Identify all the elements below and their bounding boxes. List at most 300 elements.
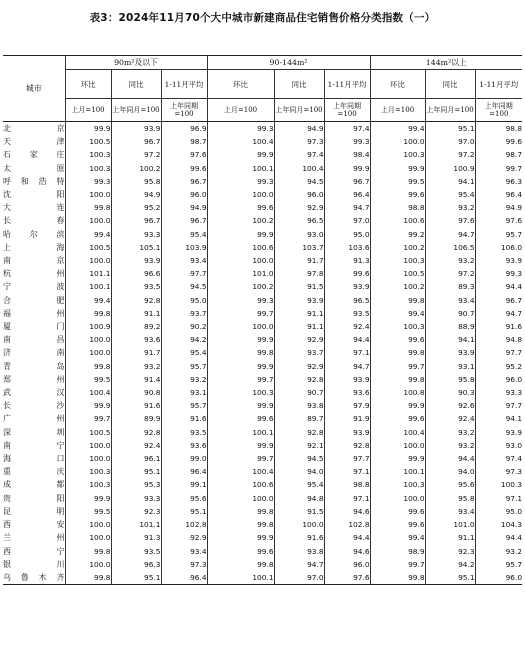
city-name: 福州: [3, 308, 65, 318]
index-value: 96.7: [111, 135, 161, 148]
index-value: 91.1: [274, 307, 324, 320]
index-value: 100.2: [111, 162, 161, 175]
index-value: 94.9: [274, 122, 324, 136]
index-value: 99.6: [324, 267, 370, 280]
index-value: 96.7: [161, 175, 207, 188]
index-value: 94.0: [274, 465, 324, 478]
index-value: 97.2: [111, 148, 161, 161]
index-value: 93.9: [324, 280, 370, 293]
index-value: 99.6: [207, 201, 274, 214]
city-name: 太原: [3, 163, 65, 173]
index-value: 99.9: [324, 162, 370, 175]
index-value: 91.1: [425, 531, 475, 544]
index-value: 99.7: [207, 307, 274, 320]
index-value: 91.4: [111, 373, 161, 386]
index-value: 97.3: [274, 135, 324, 148]
index-value: 99.8: [65, 360, 111, 373]
table-row: [3, 333, 522, 346]
index-value: 99.9: [207, 399, 274, 412]
table-row: [3, 122, 522, 136]
index-value: 100.8: [370, 386, 425, 399]
index-value: 94.1: [475, 412, 522, 425]
index-value: 100.0: [65, 558, 111, 571]
index-value: 94.7: [475, 307, 522, 320]
index-value: 100.4: [274, 162, 324, 175]
index-value: 100.0: [370, 439, 425, 452]
city-name: 厦门: [3, 322, 65, 332]
index-value: 99.9: [370, 162, 425, 175]
index-value: 98.8: [324, 478, 370, 491]
table-row: [3, 412, 522, 425]
index-value: 101.1: [65, 267, 111, 280]
header-base-prev-year-month: 上年同月=100: [425, 99, 475, 122]
index-value: 94.5: [274, 452, 324, 465]
index-value: 94.7: [324, 360, 370, 373]
index-value: 100.0: [65, 439, 111, 452]
index-value: 99.3: [207, 294, 274, 307]
index-value: 94.8: [475, 333, 522, 346]
index-value: 100.5: [65, 426, 111, 439]
index-value: 99.4: [65, 228, 111, 241]
index-value: 95.4: [161, 346, 207, 359]
index-value: 93.9: [274, 294, 324, 307]
index-value: 97.6: [324, 571, 370, 585]
index-value: 100.2: [207, 214, 274, 227]
index-value: 100.1: [65, 280, 111, 293]
table-row: [3, 439, 522, 452]
index-value: 96.4: [324, 188, 370, 201]
index-value: 99.7: [207, 373, 274, 386]
index-value: 96.5: [274, 214, 324, 227]
index-value: 92.8: [111, 426, 161, 439]
index-value: 99.9: [207, 439, 274, 452]
index-value: 92.3: [111, 505, 161, 518]
header-base-prev-year-period: 上年同期=100: [475, 99, 522, 122]
index-value: 96.7: [475, 294, 522, 307]
index-value: 99.8: [65, 307, 111, 320]
city-name: 大连: [3, 203, 65, 213]
city-name: 南宁: [3, 440, 65, 450]
city-name: 南昌: [3, 335, 65, 345]
index-value: 94.4: [475, 531, 522, 544]
index-value: 99.6: [370, 333, 425, 346]
index-value: 97.6: [425, 214, 475, 227]
index-value: 99.8: [370, 294, 425, 307]
index-value: 92.6: [425, 399, 475, 412]
index-value: 93.6: [111, 333, 161, 346]
index-value: 91.6: [475, 320, 522, 333]
index-value: 99.4: [370, 307, 425, 320]
index-value: 91.1: [274, 320, 324, 333]
index-value: 100.9: [425, 162, 475, 175]
index-value: 89.7: [274, 412, 324, 425]
index-value: 94.7: [324, 201, 370, 214]
index-value: 94.8: [274, 492, 324, 505]
index-value: 97.3: [161, 558, 207, 571]
city-name: 青岛: [3, 361, 65, 371]
index-value: 93.5: [111, 545, 161, 558]
index-value: 96.7: [161, 214, 207, 227]
city-name: 呼和浩特: [3, 176, 65, 186]
table-row: [3, 360, 522, 373]
table-row: [3, 545, 522, 558]
index-value: 92.8: [324, 439, 370, 452]
index-value: 99.8: [65, 201, 111, 214]
city-name: 昆明: [3, 506, 65, 516]
index-value: 100.0: [274, 518, 324, 531]
index-value: 93.3: [111, 492, 161, 505]
header-yoy: 同比: [425, 70, 475, 99]
index-value: 99.3: [324, 135, 370, 148]
index-value: 100.0: [207, 320, 274, 333]
index-value: 100.3: [65, 148, 111, 161]
index-value: 97.0: [425, 135, 475, 148]
index-value: 93.7: [274, 346, 324, 359]
table-row: [3, 531, 522, 544]
index-value: 94.5: [274, 175, 324, 188]
index-value: 94.9: [161, 201, 207, 214]
index-value: 100.1: [207, 571, 274, 585]
table-row: [3, 465, 522, 478]
index-value: 95.3: [111, 478, 161, 491]
index-value: 94.0: [425, 465, 475, 478]
header-base-prev-year-period: 上年同期=100: [161, 99, 207, 122]
index-value: 97.7: [324, 452, 370, 465]
index-value: 95.2: [475, 360, 522, 373]
index-value: 91.5: [274, 505, 324, 518]
index-value: 93.0: [274, 228, 324, 241]
index-value: 99.9: [207, 228, 274, 241]
index-value: 99.8: [207, 518, 274, 531]
index-value: 100.0: [207, 492, 274, 505]
index-value: 91.9: [324, 412, 370, 425]
index-value: 96.4: [161, 571, 207, 585]
index-value: 97.1: [475, 492, 522, 505]
city-name: 哈尔滨: [3, 229, 65, 239]
index-value: 93.2: [111, 360, 161, 373]
table-row: [3, 188, 522, 201]
index-value: 91.7: [274, 254, 324, 267]
index-value: 100.3: [370, 478, 425, 491]
index-value: 100.3: [370, 254, 425, 267]
index-value: 100.1: [207, 162, 274, 175]
index-value: 90.3: [425, 386, 475, 399]
index-value: 96.6: [111, 267, 161, 280]
index-value: 94.9: [475, 201, 522, 214]
index-value: 93.2: [425, 201, 475, 214]
index-value: 95.7: [161, 360, 207, 373]
index-value: 93.5: [111, 280, 161, 293]
index-value: 92.3: [425, 545, 475, 558]
table-row: [3, 175, 522, 188]
index-value: 95.0: [161, 294, 207, 307]
index-value: 99.6: [370, 188, 425, 201]
table-row: [3, 307, 522, 320]
index-value: 99.7: [370, 360, 425, 373]
index-value: 97.1: [324, 492, 370, 505]
table-row: [3, 162, 522, 175]
city-name: 南京: [3, 256, 65, 266]
index-value: 97.7: [475, 346, 522, 359]
index-value: 104.3: [475, 518, 522, 531]
index-value: 99.9: [207, 531, 274, 544]
index-value: 94.4: [324, 333, 370, 346]
index-value: 97.1: [324, 346, 370, 359]
table-row: [3, 478, 522, 491]
index-value: 94.6: [324, 505, 370, 518]
index-value: 96.0: [161, 188, 207, 201]
table-row: [3, 386, 522, 399]
index-value: 97.4: [274, 148, 324, 161]
index-value: 93.8: [274, 545, 324, 558]
index-value: 99.8: [65, 545, 111, 558]
index-value: 92.8: [274, 373, 324, 386]
index-value: 99.0: [161, 452, 207, 465]
index-value: 93.6: [324, 386, 370, 399]
index-value: 99.4: [370, 531, 425, 544]
index-value: 93.9: [324, 426, 370, 439]
index-value: 96.4: [475, 188, 522, 201]
index-value: 89.9: [111, 412, 161, 425]
city-name: 银川: [3, 559, 65, 569]
city-name: 郑州: [3, 374, 65, 384]
index-value: 96.9: [161, 122, 207, 136]
index-value: 99.3: [65, 175, 111, 188]
index-value: 95.4: [425, 188, 475, 201]
index-value: 93.6: [161, 439, 207, 452]
index-value: 100.0: [65, 452, 111, 465]
index-value: 100.3: [65, 162, 111, 175]
city-name: 重庆: [3, 467, 65, 477]
index-value: 99.9: [370, 452, 425, 465]
index-value: 90.2: [161, 320, 207, 333]
index-value: 105.1: [111, 241, 161, 254]
index-value: 93.9: [425, 346, 475, 359]
index-value: 100.0: [65, 333, 111, 346]
header-group-large: 144m²以上: [370, 56, 522, 70]
index-value: 92.9: [161, 531, 207, 544]
index-value: 99.4: [65, 294, 111, 307]
index-value: 97.6: [161, 148, 207, 161]
index-value: 89.2: [111, 320, 161, 333]
index-value: 99.1: [161, 478, 207, 491]
index-value: 95.8: [425, 492, 475, 505]
index-value: 93.8: [274, 399, 324, 412]
index-value: 92.9: [274, 360, 324, 373]
header-base-prev-year-month: 上年同月=100: [111, 99, 161, 122]
index-value: 99.6: [475, 135, 522, 148]
index-value: 99.9: [207, 360, 274, 373]
index-value: 99.6: [370, 518, 425, 531]
index-value: 99.8: [207, 558, 274, 571]
index-value: 93.0: [475, 439, 522, 452]
index-value: 93.9: [111, 254, 161, 267]
index-value: 106.5: [425, 241, 475, 254]
index-value: 94.1: [425, 175, 475, 188]
index-value: 99.8: [65, 571, 111, 585]
table-row: [3, 452, 522, 465]
index-value: 100.0: [65, 188, 111, 201]
index-value: 102.8: [161, 518, 207, 531]
index-value: 94.4: [425, 452, 475, 465]
index-value: 100.6: [207, 241, 274, 254]
index-value: 100.3: [65, 465, 111, 478]
header-base-prev-month: 上月=100: [207, 99, 274, 122]
index-value: 95.0: [475, 505, 522, 518]
index-value: 97.4: [324, 122, 370, 136]
index-value: 95.1: [161, 505, 207, 518]
index-value: 99.7: [475, 162, 522, 175]
city-name: 沈阳: [3, 190, 65, 200]
header-base-prev-month: 上月=100: [370, 99, 425, 122]
index-value: 98.8: [370, 201, 425, 214]
city-name: 海口: [3, 454, 65, 464]
index-value: 93.4: [425, 505, 475, 518]
header-yoy: 同比: [111, 70, 161, 99]
index-value: 92.8: [274, 426, 324, 439]
index-value: 95.1: [111, 571, 161, 585]
index-value: 99.8: [370, 373, 425, 386]
index-value: 99.2: [370, 228, 425, 241]
table-row: [3, 214, 522, 227]
city-name: 兰州: [3, 533, 65, 543]
index-value: 99.9: [207, 333, 274, 346]
index-value: 93.7: [161, 307, 207, 320]
table-body: [3, 122, 522, 585]
index-value: 99.4: [370, 122, 425, 136]
index-value: 101.0: [207, 267, 274, 280]
index-value: 94.4: [475, 280, 522, 293]
index-value: 100.0: [370, 135, 425, 148]
header-ytd-avg: 1-11月平均: [475, 70, 522, 99]
city-name: 天津: [3, 137, 65, 147]
index-value: 97.0: [324, 214, 370, 227]
index-value: 93.4: [425, 294, 475, 307]
table-row: [3, 346, 522, 359]
index-value: 100.4: [65, 386, 111, 399]
city-name: 广州: [3, 414, 65, 424]
index-value: 93.2: [425, 254, 475, 267]
index-value: 92.9: [274, 201, 324, 214]
index-value: 96.0: [324, 558, 370, 571]
table-row: [3, 492, 522, 505]
index-value: 97.7: [475, 399, 522, 412]
index-value: 93.9: [324, 373, 370, 386]
table-row: [3, 148, 522, 161]
index-value: 95.8: [425, 373, 475, 386]
index-value: 99.7: [65, 412, 111, 425]
table-row: [3, 373, 522, 386]
index-value: 97.2: [425, 148, 475, 161]
index-value: 96.1: [111, 452, 161, 465]
index-value: 100.1: [370, 465, 425, 478]
index-value: 97.8: [274, 267, 324, 280]
index-value: 94.5: [161, 280, 207, 293]
header-group-small: 90m²及以下: [65, 56, 207, 70]
index-value: 93.2: [425, 439, 475, 452]
index-value: 97.6: [475, 214, 522, 227]
city-name: 成都: [3, 480, 65, 490]
header-base-prev-month: 上月=100: [65, 99, 111, 122]
index-value: 95.0: [324, 228, 370, 241]
index-value: 96.7: [111, 214, 161, 227]
index-value: 93.3: [475, 386, 522, 399]
index-value: 97.2: [425, 267, 475, 280]
index-value: 92.1: [274, 439, 324, 452]
table-row: [3, 426, 522, 439]
table-row: [3, 135, 522, 148]
index-value: 96.4: [161, 465, 207, 478]
city-name: 北京: [3, 124, 65, 133]
index-value: 100.0: [65, 531, 111, 544]
index-value: 99.7: [207, 452, 274, 465]
index-value: 99.5: [65, 373, 111, 386]
index-value: 99.3: [475, 267, 522, 280]
index-value: 100.2: [370, 280, 425, 293]
index-value: 90.7: [274, 386, 324, 399]
header-city: 城市: [3, 56, 65, 122]
index-value: 93.2: [161, 373, 207, 386]
index-value: 99.5: [65, 505, 111, 518]
index-value: 97.4: [475, 452, 522, 465]
index-value: 92.9: [274, 333, 324, 346]
index-value: 96.5: [324, 294, 370, 307]
index-value: 99.3: [207, 122, 274, 136]
index-value: 97.9: [324, 399, 370, 412]
index-value: 99.5: [370, 175, 425, 188]
table-row: [3, 280, 522, 293]
index-value: 96.0: [475, 373, 522, 386]
index-value: 95.7: [475, 228, 522, 241]
index-value: 93.2: [475, 545, 522, 558]
index-value: 93.5: [161, 426, 207, 439]
city-name: 乌鲁木齐: [3, 571, 65, 585]
index-value: 100.0: [65, 254, 111, 267]
index-value: 98.8: [475, 122, 522, 136]
index-value: 95.7: [161, 399, 207, 412]
index-value: 95.2: [111, 201, 161, 214]
index-value: 99.8: [370, 346, 425, 359]
city-name: 西安: [3, 520, 65, 530]
index-value: 100.3: [207, 386, 274, 399]
table-row: [3, 320, 522, 333]
index-value: 92.4: [425, 412, 475, 425]
index-value: 95.4: [161, 228, 207, 241]
index-value: 94.1: [425, 333, 475, 346]
index-value: 100.5: [65, 241, 111, 254]
index-value: 97.0: [274, 571, 324, 585]
index-value: 93.2: [425, 426, 475, 439]
index-value: 99.8: [207, 505, 274, 518]
index-value: 91.6: [161, 412, 207, 425]
index-value: 103.6: [324, 241, 370, 254]
index-value: 96.3: [475, 175, 522, 188]
index-value: 93.1: [161, 386, 207, 399]
index-value: 99.6: [370, 505, 425, 518]
index-value: 100.5: [65, 135, 111, 148]
table-row: [3, 505, 522, 518]
header-yoy: 同比: [274, 70, 324, 99]
price-index-table: [3, 55, 522, 585]
index-value: 91.3: [324, 254, 370, 267]
index-value: 102.8: [324, 518, 370, 531]
index-value: 91.6: [111, 399, 161, 412]
index-value: 100.3: [370, 148, 425, 161]
city-name: 上海: [3, 242, 65, 252]
index-value: 98.9: [370, 545, 425, 558]
index-value: 100.0: [370, 492, 425, 505]
city-name: 宁波: [3, 282, 65, 292]
